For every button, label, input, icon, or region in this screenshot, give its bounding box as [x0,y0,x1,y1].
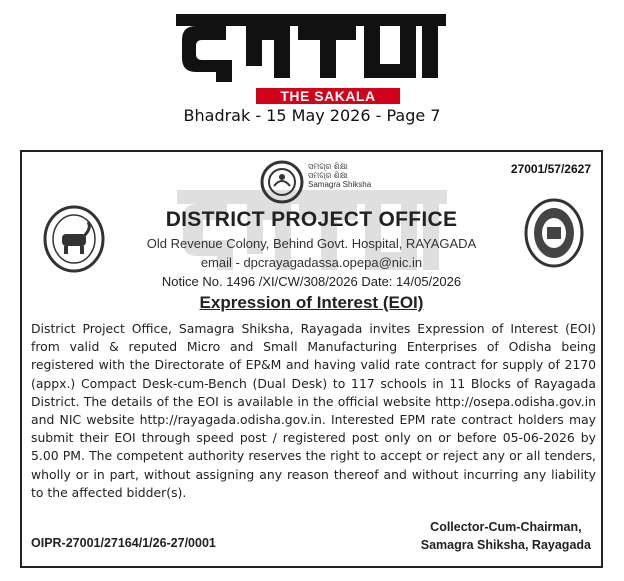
office-name: DISTRICT PROJECT OFFICE [165,208,458,231]
logo-label-line: ସମଗ୍ର ଶିକ୍ଷା [308,171,348,180]
edition-line: Bhadrak - 15 May 2026 - Page 7 [183,106,441,125]
notice-body: District Project Office, Samagra Shiksha, Rayagada invites Expression of Interest (EOI) from valid & reputed Micro and Small Manufacturing Enterprises of Odisha being registered with the Directorate of EP&M and having valid rate contract for supply of 2170 (appx.) Compact Desk-cum-Bench (Dual Desk) to 117 schools in 11 Blocks of Rayagada District. The details of the EOI is available in the official website http://osepa.odisha.gov.in and NIC website http://rayagada.odisha.gov.in. Interested EPM rate contract holders may submit their EOI through speed post / registered post only on or before 05-06-2026 by 5.00 PM. The competent authority reserves the right to accept or reject any or all tenders, wholly or in part, without assigning any reason thereof and without incurring any liability to the affected bidder(s). [31,321,596,500]
logo-label-line: ସମଗ୍ର ଶିକ୍ଷା [308,162,348,171]
eoi-notice [20,150,603,568]
signatory-org: Samagra Shiksha, Rayagada [420,538,591,552]
samagra-shiksha-logo [260,160,304,204]
office-address: Old Revenue Colony, Behind Govt. Hospital, RAYAGADA [146,236,477,251]
oipr-number: OIPR-27001/27164/1/26-27/0001 [31,536,216,550]
logo-label-line: Samagra Shiksha [308,180,372,189]
reference-number: 27001/57/2627 [510,162,591,176]
notice-title: Expression of Interest (EOI) [199,293,424,312]
samagra-shiksha-label [308,162,371,189]
newspaper-masthead [0,0,624,130]
signatory-title: Collector-Cum-Chairman, [430,520,582,534]
office-email: email - dpcrayagadassa.opepa@nic.in [200,255,423,270]
masthead-band: THE SAKALA [256,88,400,104]
sakala-logo [176,6,446,88]
notice-number: Notice No. 1496 /XI/CW/308/2026 Date: 14/05/2026 [161,274,462,289]
signatory [421,518,591,554]
